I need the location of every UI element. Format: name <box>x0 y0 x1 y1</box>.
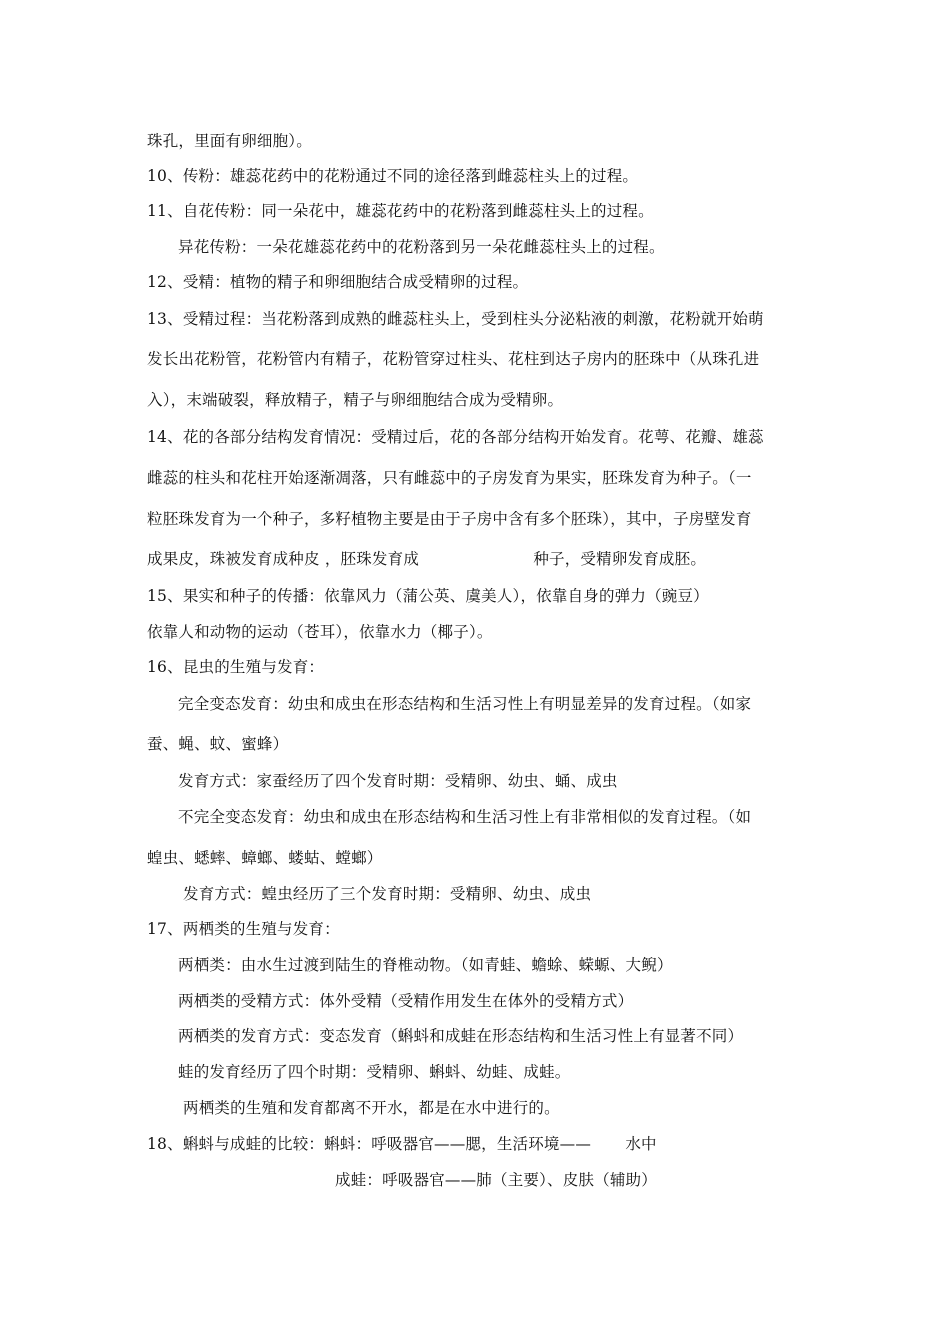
text-line: 两栖类：由水生过渡到陆生的脊椎动物。（如青蛙、蟾蜍、蝾螈、大鲵） <box>178 956 673 974</box>
text-line: 蛙的发育经历了四个时期：受精卵、蝌蚪、幼蛙、成蛙。 <box>178 1063 571 1081</box>
text-line: 16、昆虫的生殖与发育： <box>147 658 325 676</box>
text-segment: 种子，受精卵发育成胚。 <box>533 550 707 568</box>
text-line: 两栖类的发育方式：变态发育（蝌蚪和成蛙在形态结构和生活习性上有显著不同） <box>178 1027 744 1045</box>
text-line: 成蛙：呼吸器官——肺（主要）、皮肤（辅助） <box>335 1171 657 1189</box>
text-line: 发育方式：蝗虫经历了三个发育时期：受精卵、幼虫、成虫 <box>183 885 592 903</box>
text-line: 粒胚珠发育为一个种子，多籽植物主要是由于子房中含有多个胚珠），其中，子房壁发育 <box>147 510 752 528</box>
text-line: 异花传粉：一朵花雄蕊花药中的花粉落到另一朵花雌蕊柱头上的过程。 <box>178 238 665 256</box>
text-line: 依靠人和动物的运动（苍耳），依靠水力（椰子）。 <box>147 623 493 641</box>
text-line: 两栖类的生殖和发育都离不开水，都是在水中进行的。 <box>183 1099 560 1117</box>
text-line <box>147 549 817 569</box>
text-line: 不完全变态发育：幼虫和成虫在形态结构和生活习性上有非常相似的发育过程。（如 <box>178 808 752 826</box>
text-line: 17、两栖类的生殖与发育： <box>147 920 340 938</box>
text-line: 完全变态发育：幼虫和成虫在形态结构和生活习性上有明显差异的发育过程。（如家 <box>178 695 752 713</box>
text-segment: 水中 <box>625 1135 657 1153</box>
text-line: 雌蕊的柱头和花柱开始逐渐凋落，只有雌蕊中的子房发育为果实，胚珠发育为种子。（一 <box>147 469 752 487</box>
text-line <box>147 1134 817 1154</box>
text-line: 两栖类的受精方式：体外受精（受精作用发生在体外的受精方式） <box>178 992 634 1010</box>
text-segment: 成果皮，珠被发育成种皮 ，胚珠发育成 <box>147 550 420 568</box>
text-line: 15、果实和种子的传播：依靠风力（蒲公英、虞美人），依靠自身的弹力（豌豆） <box>147 587 709 605</box>
text-segment: 18、蝌蚪与成蛙的比较：蝌蚪：呼吸器官——腮，生活环境—— <box>147 1135 592 1153</box>
text-line: 发长出花粉管，花粉管内有精子，花粉管穿过柱头、花柱到达子房内的胚珠中（从珠孔进 <box>147 350 760 368</box>
text-line: 10、传粉：雄蕊花药中的花粉通过不同的途径落到雌蕊柱头上的过程。 <box>147 167 639 185</box>
text-line: 发育方式：家蚕经历了四个发育时期：受精卵、幼虫、蛹、成虫 <box>178 772 618 790</box>
text-line: 蚕、蝇、蚊、蜜蜂） <box>147 735 289 753</box>
text-line: 入），末端破裂，释放精子，精子与卵细胞结合成为受精卵。 <box>147 391 564 409</box>
text-line: 14、花的各部分结构发育情况：受精过后，花的各部分结构开始发育。花萼、花瓣、雄蕊 <box>147 428 764 446</box>
text-line: 13、受精过程：当花粉落到成熟的雌蕊柱头上，受到柱头分泌粘液的刺激，花粉就开始萌 <box>147 310 764 328</box>
text-line: 蝗虫、蟋蟀、蟑螂、蝼蛄、螳螂） <box>147 849 383 867</box>
text-line: 12、受精：植物的精子和卵细胞结合成受精卵的过程。 <box>147 273 529 291</box>
text-line: 11、自花传粉：同一朵花中，雄蕊花药中的花粉落到雌蕊柱头上的过程。 <box>147 202 654 220</box>
text-line: 珠孔，里面有卵细胞）。 <box>147 132 312 150</box>
